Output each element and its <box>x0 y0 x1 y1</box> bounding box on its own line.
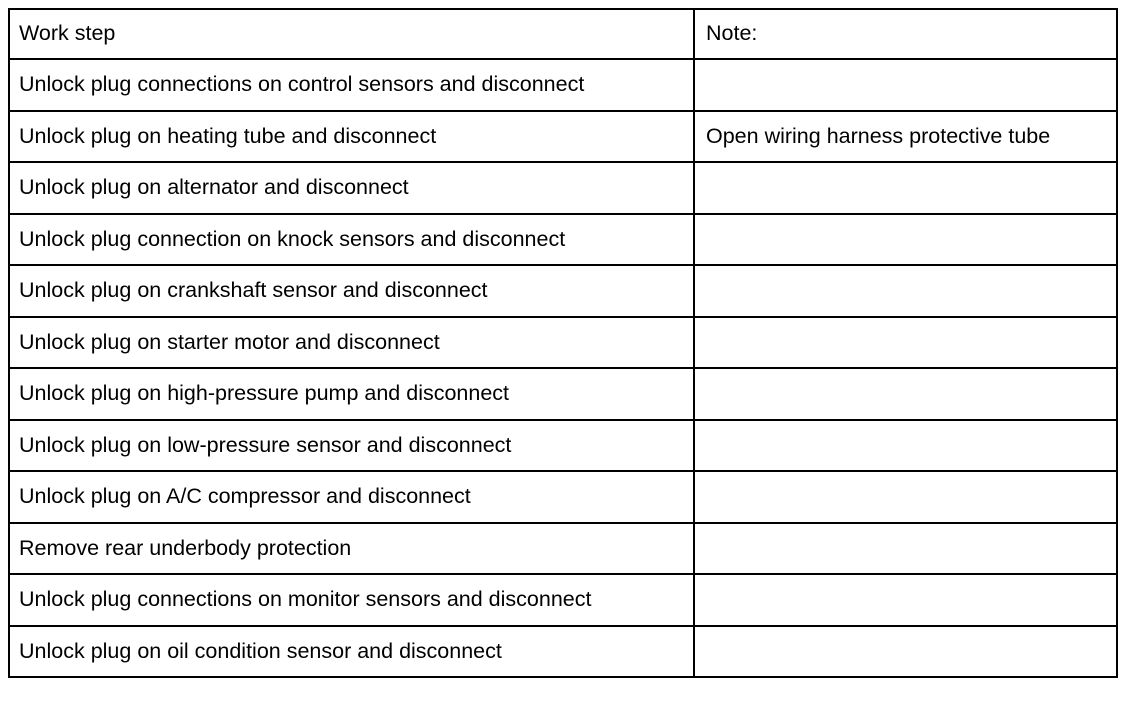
table-row <box>9 420 1117 472</box>
table-row <box>9 162 1117 214</box>
table-row <box>9 111 1117 163</box>
table-row <box>9 471 1117 523</box>
step-cell: Unlock plug on A/C compressor and disconnect <box>9 471 694 523</box>
step-cell: Unlock plug on alternator and disconnect <box>9 162 694 214</box>
table-row <box>9 368 1117 420</box>
table-row <box>9 523 1117 575</box>
step-cell: Unlock plug connections on monitor sensors and disconnect <box>9 574 694 626</box>
note-cell <box>694 471 1117 523</box>
header-note: Note: <box>694 9 1117 59</box>
step-cell: Remove rear underbody protection <box>9 523 694 575</box>
note-cell <box>694 265 1117 317</box>
step-cell: Unlock plug on high-pressure pump and disconnect <box>9 368 694 420</box>
table-row <box>9 214 1117 266</box>
table-header-row <box>9 9 1117 59</box>
note-cell <box>694 420 1117 472</box>
work-steps-table <box>8 8 1118 678</box>
note-cell <box>694 317 1117 369</box>
step-cell: Unlock plug on heating tube and disconnect <box>9 111 694 163</box>
note-cell <box>694 162 1117 214</box>
note-cell <box>694 626 1117 678</box>
table-row <box>9 574 1117 626</box>
note-cell <box>694 59 1117 111</box>
step-cell: Unlock plug on oil condition sensor and disconnect <box>9 626 694 678</box>
table-row <box>9 317 1117 369</box>
step-cell: Unlock plug on low-pressure sensor and disconnect <box>9 420 694 472</box>
note-cell: Open wiring harness protective tube <box>694 111 1117 163</box>
table-row <box>9 59 1117 111</box>
table-row <box>9 265 1117 317</box>
note-cell <box>694 368 1117 420</box>
header-work-step: Work step <box>9 9 694 59</box>
note-cell <box>694 214 1117 266</box>
step-cell: Unlock plug connection on knock sensors and disconnect <box>9 214 694 266</box>
step-cell: Unlock plug on crankshaft sensor and disconnect <box>9 265 694 317</box>
step-cell: Unlock plug on starter motor and disconnect <box>9 317 694 369</box>
note-cell <box>694 574 1117 626</box>
step-cell: Unlock plug connections on control sensors and disconnect <box>9 59 694 111</box>
table-row <box>9 626 1117 678</box>
note-cell <box>694 523 1117 575</box>
